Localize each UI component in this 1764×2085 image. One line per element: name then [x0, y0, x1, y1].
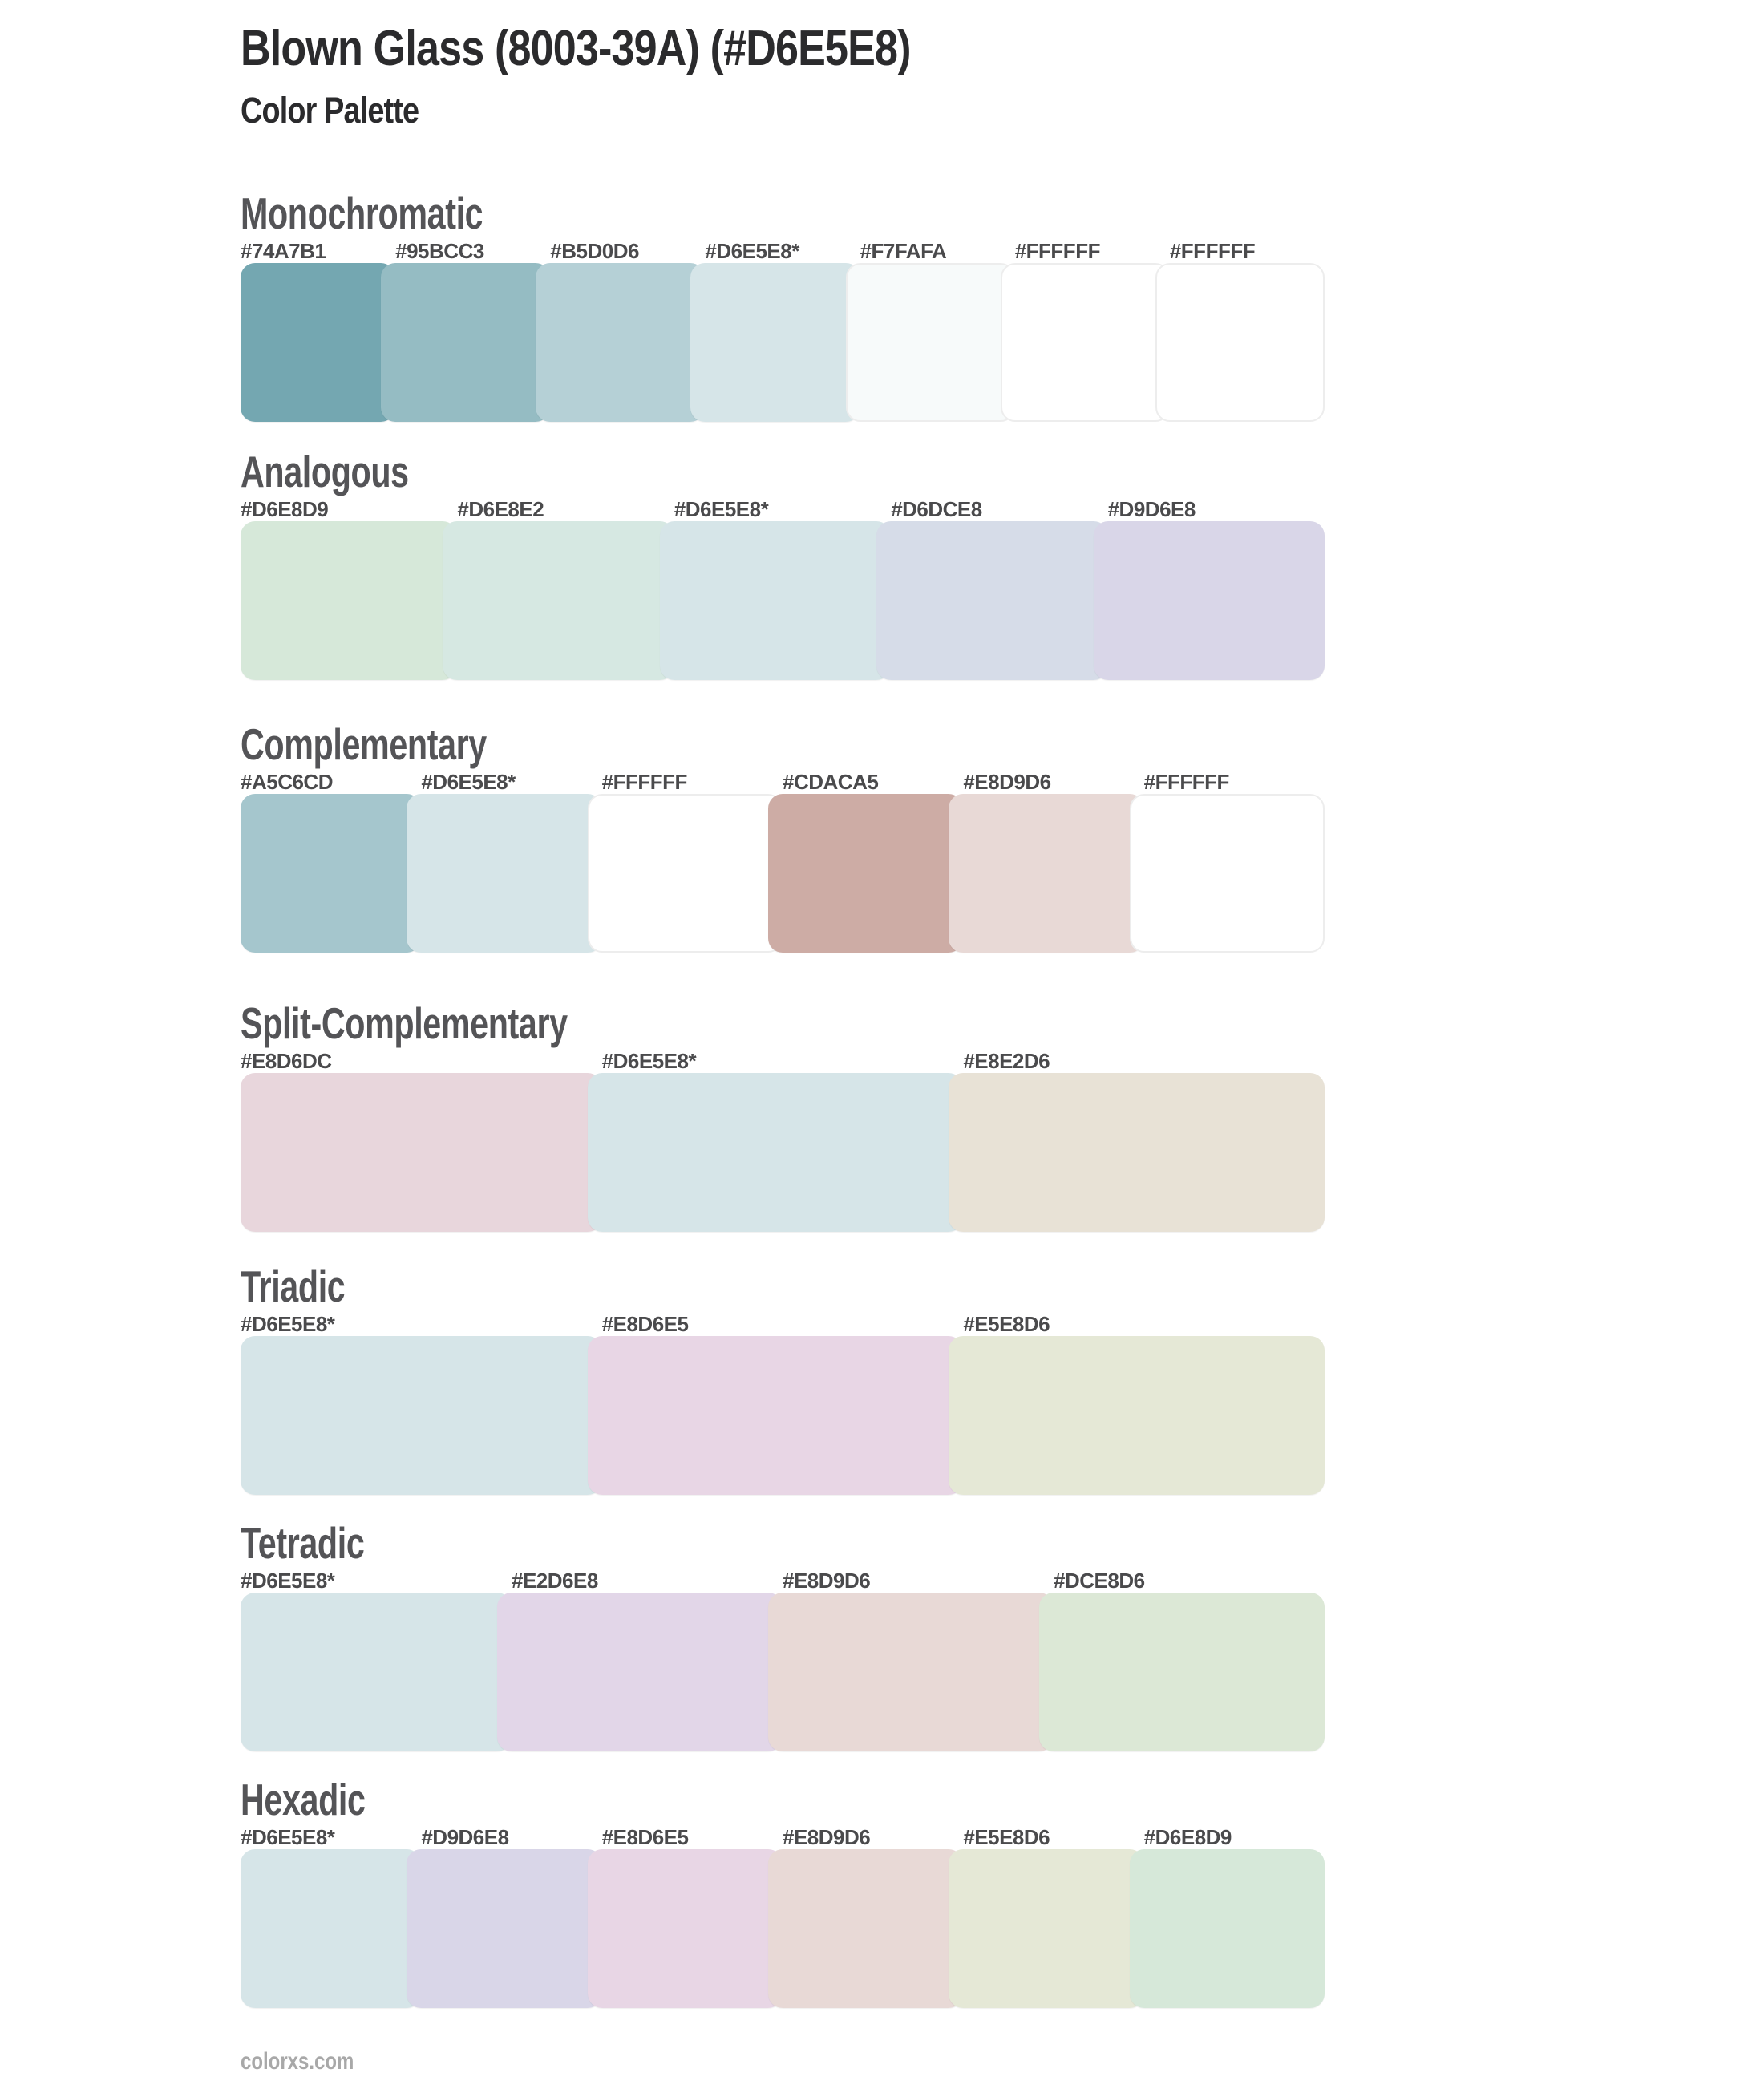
swatch-row — [241, 263, 1325, 422]
palette-section — [241, 719, 1325, 953]
swatch-hex-label: #95BCC3 — [395, 239, 484, 263]
section-heading: Complementary — [241, 719, 487, 769]
swatch-hex-label: #E8D6E5 — [601, 1312, 689, 1336]
swatch-label-row — [241, 1314, 1325, 1334]
swatch-hex-label: #D6E8D9 — [1143, 1825, 1232, 1849]
swatch-hex-label: #D9D6E8 — [421, 1825, 509, 1849]
swatch-hex-label: #D6E5E8* — [674, 497, 769, 521]
color-swatch[interactable] — [443, 521, 674, 680]
color-swatch[interactable] — [588, 794, 783, 953]
swatch-row — [241, 1336, 1325, 1495]
swatch-hex-label: #E5E8D6 — [963, 1825, 1050, 1849]
swatch-hex-label: #B5D0D6 — [550, 239, 639, 263]
color-swatch[interactable] — [876, 521, 1107, 680]
color-swatch[interactable] — [241, 1593, 512, 1751]
color-swatch[interactable] — [1094, 521, 1325, 680]
swatch-hex-label: #D6E5E8* — [705, 239, 799, 263]
page-title: Blown Glass (8003-39A) (#D6E5E8) — [241, 21, 911, 76]
swatch-hex-label: #E8E2D6 — [963, 1049, 1050, 1073]
swatch-hex-label: #FFFFFF — [601, 770, 687, 794]
color-swatch[interactable] — [690, 263, 860, 422]
swatch-hex-label: #FFFFFF — [1143, 770, 1229, 794]
palette-section — [241, 1775, 1325, 2008]
swatch-hex-label: #E8D6E5 — [601, 1825, 689, 1849]
color-swatch[interactable] — [588, 1336, 964, 1495]
color-swatch[interactable] — [949, 794, 1143, 953]
swatch-hex-label: #A5C6CD — [241, 770, 333, 794]
swatch-hex-label: #E8D9D6 — [963, 770, 1051, 794]
palette-sections — [241, 188, 1325, 2008]
swatch-row — [241, 1073, 1325, 1232]
color-swatch[interactable] — [1001, 263, 1170, 422]
color-swatch[interactable] — [949, 1073, 1325, 1232]
palette-section — [241, 998, 1325, 1232]
color-swatch[interactable] — [241, 263, 395, 422]
color-swatch[interactable] — [241, 794, 421, 953]
palette-section — [241, 447, 1325, 680]
swatch-hex-label: #D6E5E8* — [241, 1825, 335, 1849]
swatch-hex-label: #E8D9D6 — [783, 1569, 871, 1593]
color-swatch[interactable] — [949, 1849, 1143, 2008]
section-heading: Monochromatic — [241, 188, 483, 238]
swatch-hex-label: #D6E5E8* — [421, 770, 516, 794]
swatch-hex-label: #D6E5E8* — [241, 1312, 335, 1336]
section-heading: Analogous — [241, 447, 409, 496]
color-swatch[interactable] — [1130, 1849, 1325, 2008]
color-swatch[interactable] — [497, 1593, 783, 1751]
swatch-hex-label: #E5E8D6 — [963, 1312, 1050, 1336]
palette-section — [241, 188, 1325, 422]
page-footer — [241, 2050, 1325, 2074]
color-swatch[interactable] — [768, 794, 963, 953]
color-swatch[interactable] — [588, 1849, 783, 2008]
color-swatch[interactable] — [1155, 263, 1325, 422]
page-header — [241, 21, 1325, 131]
color-swatch[interactable] — [588, 1073, 964, 1232]
color-swatch[interactable] — [536, 263, 705, 422]
swatch-row — [241, 794, 1325, 953]
page-subtitle: Color Palette — [241, 90, 419, 131]
swatch-hex-label: #D6E8D9 — [241, 497, 329, 521]
swatch-label-row — [241, 241, 1325, 261]
section-heading: Split-Complementary — [241, 998, 568, 1048]
color-swatch[interactable] — [241, 1073, 602, 1232]
swatch-label-row — [241, 1051, 1325, 1071]
color-swatch[interactable] — [241, 1849, 421, 2008]
swatch-hex-label: #E8D6DC — [241, 1049, 332, 1073]
section-heading: Hexadic — [241, 1775, 366, 1824]
swatch-row — [241, 521, 1325, 680]
swatch-label-row — [241, 771, 1325, 792]
swatch-hex-label: #FFFFFF — [1014, 239, 1100, 263]
watermark-text: colorxs.com — [241, 2048, 354, 2075]
swatch-label-row — [241, 1827, 1325, 1848]
color-swatch[interactable] — [381, 263, 550, 422]
swatch-hex-label: #D6E8E2 — [457, 497, 544, 521]
color-swatch[interactable] — [949, 1336, 1325, 1495]
swatch-hex-label: #CDACA5 — [783, 770, 879, 794]
color-swatch[interactable] — [241, 1336, 602, 1495]
swatch-row — [241, 1593, 1325, 1751]
color-swatch[interactable] — [407, 1849, 601, 2008]
color-swatch[interactable] — [407, 794, 601, 953]
section-heading: Triadic — [241, 1261, 346, 1311]
swatch-row — [241, 1849, 1325, 2008]
color-swatch[interactable] — [660, 521, 891, 680]
section-heading: Tetradic — [241, 1518, 365, 1568]
swatch-hex-label: #D6E5E8* — [241, 1569, 335, 1593]
color-swatch[interactable] — [768, 1593, 1054, 1751]
swatch-hex-label: #D6E5E8* — [601, 1049, 697, 1073]
swatch-label-row — [241, 1570, 1325, 1591]
swatch-hex-label: #E8D9D6 — [783, 1825, 871, 1849]
swatch-label-row — [241, 499, 1325, 520]
color-swatch[interactable] — [1039, 1593, 1325, 1751]
swatch-hex-label: #DCE8D6 — [1054, 1569, 1145, 1593]
swatch-hex-label: #E2D6E8 — [512, 1569, 598, 1593]
color-swatch[interactable] — [241, 521, 457, 680]
palette-section — [241, 1261, 1325, 1495]
swatch-hex-label: #74A7B1 — [241, 239, 326, 263]
swatch-hex-label: #F7FAFA — [860, 239, 947, 263]
swatch-hex-label: #D9D6E8 — [1107, 497, 1196, 521]
color-swatch[interactable] — [846, 263, 1015, 422]
color-swatch[interactable] — [1130, 794, 1325, 953]
palette-section — [241, 1518, 1325, 1751]
swatch-hex-label: #FFFFFF — [1169, 239, 1256, 263]
swatch-hex-label: #D6DCE8 — [891, 497, 982, 521]
color-swatch[interactable] — [768, 1849, 963, 2008]
